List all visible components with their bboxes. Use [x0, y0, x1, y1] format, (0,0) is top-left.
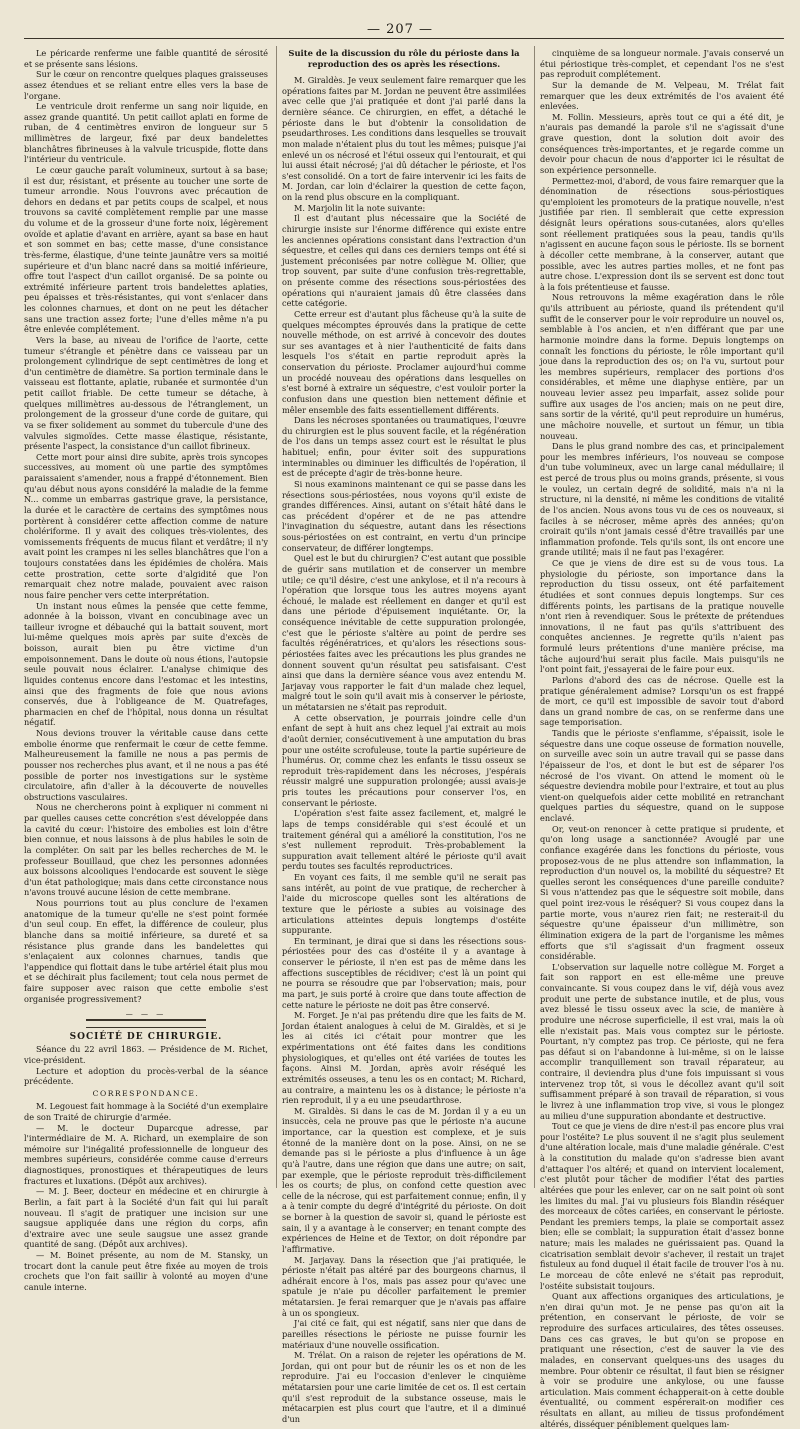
- paragraph: M. Follin. Messieurs, après tout ce qui a été dit, je n'aurais pas demandé la parole s'il ne s'agissait d'une grave question, dont la solution doit avoir des conséquences très-importantes, et je regarde comme un devoir pour chacun de nous d'apporter ici le résultat de son expérience personnelle.: [540, 111, 784, 175]
- section-title: SOCIÉTÉ DE CHIRURGIE.: [69, 1032, 223, 1043]
- paragraph: Nous devions trouver la véritable cause dans cette embolie énorme que renfermait le cœur de cette femme. Malheureusement la famille ne nous a pas permis de pousser nos recherches plus avant, et il ne nous a pas été possible de porter nos investigations sur le système circulatoire, afin d'aller à la découverte de nouvelles obstructions vasculaires.: [24, 728, 268, 802]
- paragraph: Or, veut-on renoncer à cette pratique si prudente, et qu'on long usage a sanctionnée? Avouglé par une confiance exagérée dans les fonctions du périoste, vous proposez-vous de ne plus attendre son inflammation, la reproduction d'un nouvel os, la mobilité du séquestre? Et quelles seront les conséquences d'une pareille conduite? Si vous n'attendez pas que le séquestre soit mobile, dans quel point irez-vous le réséquer? Si vous coupez dans la partie morte, vous n'aurez rien fait; ne resterait-il du séquestre qu'une épaisseur d'un millimètre, son élimination exigera de la part de l'organisme les mêmes efforts que s'il s'agissait d'un fragment osseux considérable.: [540, 823, 784, 962]
- paragraph: M. Marjolin lit la note suivante:: [294, 202, 426, 213]
- title-ornament: [86, 1019, 206, 1028]
- paragraph: Le péricarde renferme une faible quantité de sérosité et se présente sans lésions.: [24, 48, 268, 69]
- paragraph: Vers la base, au niveau de l'orifice de l'aorte, cette tumeur s'étrangle et pénètre dans ce vaisseau par un prolongement cylindrique de sept centimètres de long et d'un centimètre de diamètre. Sa portion terminale dans le vaisseau est flottante, aplatie, rubanée et surmontée d'un petit caillot friable. De cette tumeur se détache, à quelques millimètres au-dessous de l'étranglement, un prolongement de la grosseur d'une corde de guitare, qui va se fixer solidement au sommet du tubercule d'une des valvules sigmoïdes. Cette masse élastique, résistante, présente l'aspect, la consistance d'un caillot fibrineux.: [24, 334, 268, 452]
- lecture-line: Lecture et adoption du procès-verbal de la séance précédente.: [24, 1065, 268, 1087]
- paragraph: Cette mort pour ainsi dire subite, après trois syncopes successives, au moment où une partie des symptômes paraissaient s'amender, nous a frappé d'étonnement. Bien qu'au début nous ayons considéré la maladie de la femme N... comme un embarras gastrique grave, la persistance, la durée et le caractère de certains des symptômes nous portèrent à considérer cette affection comme de nature cholériforme. Il y avait des coliques très-violentes, des vomissements fréquents de mucus filant et verdâtre; il n'y avait point les crampes ni les selles blanchâtres que l'on a toujours constatées dans les épidémies de choléra. Mais cette prostration, cette sorte d'algidité que l'on remarquait chez notre malade, pouvaient avec raison nous faire pencher vers cette interprétation.: [24, 451, 268, 600]
- header-rule: [24, 38, 784, 39]
- section-separator: — — —: [125, 1010, 167, 1019]
- paragraph: Quant aux affections organiques des articulations, je n'en dirai qu'un mot. Je ne pense pas qu'on ait la prétention, en conservant le périoste, de voir se reproduire des surfaces articulaires, des têtes osseuses. Dans ces cas graves, le but qu'on se propose en pratiquant une résection, c'est de sauver la vie des malades, en conservant quelques-uns des usages du membre. Pour obtenir ce résultat, il faut bien se résigner à voir se produire une ankylose, ou une fausse articulation. Mais comment échapperait-on à cette double éventualité, ou comment espérerait-on modifier ces résultats en allant, au milieu de tissus profondément altérés, disséquer péniblement quelques lam-: [540, 1291, 784, 1429]
- paragraph: Nous pourrions tout au plus conclure de l'examen anatomique de la tumeur qu'elle ne s'est point formée d'un seul coup. En effet, la différence de couleur, plus blanche dans sa moitié inférieure, sa dureté et sa résistance plus grande dans les bandelettes qui s'enlaçaient aux colonnes charnues, tandis que l'appendice qui flottait dans le tube artériel était plus mou et se déchirait plus facilement; tout cela nous permet de faire supposer avec raison que cette embolie s'est organisée progressivement?: [24, 898, 268, 1004]
- paragraph: M. Forget. Je n'ai pas prétendu dire que les faits de M. Jordan étaient analogues à celui de M. Giraldès, et si je les ai cités ici c'était pour montrer que les expérimentations ont été faites dans les conditions physiologiques, et qu'elles ont été variées de toutes les façons. Ainsi M. Jordan, après avoir réséqué les extrémités osseuses, a tenu les os en contact; M. Richard, au contraire, a maintenu les os à distance; le périoste n'a rien reproduit, il y a eu une pseudarthrose.: [282, 1010, 526, 1106]
- paragraph: Un instant nous eûmes la pensée que cette femme, adonnée à la boisson, vivant en concubinage avec un tailleur ivrogne et débauché qui la battait souvent, mort lui-même quelques mois après par suite d'excès de boisson, aurait bien pu être victime d'un empoisonnement. Dans le doute où nous étions, l'autopsie seule pouvait nous éclairer. L'analyse chimique des liquides contenus encore dans l'estomac et les intestins, ainsi que des fragments de foie que nous avions conservés, due à l'obligeance de M. Quatrefages, pharmacien en chef de l'hôpital, nous donna un résultat négatif.: [24, 600, 268, 728]
- paragraph: Cette erreur est d'autant plus fâcheuse qu'à la suite de quelques mécomptes éprouvés dans la pratique de cette nouvelle méthode, on est arrivé à concevoir des doutes sur ses avantages et à nier l'authenticité de faits dans lesquels l'os s'était en partie reproduit après la conservation du périoste. Proclamer aujourd'hui comme un procédé nouveau des opérations dans lesquelles on s'est borné à extraire un séquestre, c'est vouloir porter la confusion dans une question bien nettement définie et mêler ensemble des faits essentiellement différents.: [282, 308, 526, 415]
- paragraph: Parlons d'abord des cas de nécrose. Quelle est la pratique généralement admise? Lorsqu'un os est frappé de mort, ce qu'il est impossible de savoir tout d'abord dans un grand nombre de cas, on se renferme dans une sage temporisation.: [540, 674, 784, 728]
- paragraph: Nous retrouvons la même exagération dans le rôle qu'ils attribuent au périoste, quand ils prétendent qu'il suffit de le conserver pour le voir reproduire un nouvel os, semblable à l'os ancien, et n'en différant que par une harmonie moindre dans la forme. Depuis longtemps on connaît les fonctions du périoste, le rôle important qu'il joue dans la reproduction des os; on l'a vu, surtout pour les membres supérieurs, remplacer des portions d'os considérables, et même une diaphyse entière, par un nouveau levier assez peu imparfait, assez solide pour suffire aux usages de l'os ancien; mais on ne peut dire, sans sortir de la vérité, qu'il peut reproduire un humérus, une mâchoire nouvelle, et surtout un fémur, un tibia nouveau.: [540, 292, 784, 441]
- paragraph: Le ventricule droit renferme un sang noir liquide, en assez grande quantité. Un petit caillot aplati en forme de ruban, de 4 centimètres environ de longueur sur 5 millimètres de largeur, fixé par deux bandelettes blanchâtres fibrineuses à la valvule tricuspide, flotte dans l'intérieur du ventricule.: [24, 101, 268, 165]
- paragraph: M. Jarjavay. Dans la résection que j'ai pratiquée, le périoste n'était pas altéré par des bourgeons charnus, il adhérait encore à l'os, mais pas assez pour qu'avec une spatule je n'aie pu décoller parfaitement le premier métatarsien. Je ferai remarquer que je n'avais pas affaire à un os spongieux.: [282, 1254, 526, 1318]
- paragraph: Tout ce que je viens de dire n'est-il pas encore plus vrai pour l'ostéite? Le plus souvent il ne s'agit plus seulement d'une altération locale, mais d'une maladie générale. C'est à la constitution du malade qu'on s'adresse bien avant d'attaquer l'os altéré; et quand on intervient localement, c'est plutôt pour tâcher de modifier l'état des parties altérées que pour les enlever, car on ne sait point où sont les limites du mal. J'ai vu plusieurs fois Blandin réséquer des morceaux de côtes cariées, en conservant le périoste. Pendant les premiers temps, la plaie se comportait assez bien; elle se comblait; la suppuration était d'assez bonne nature; mais les malades ne guérissaient pas. Quand la cicatrisation semblait devoir s'achever, il restait un trajet fistuleux au fond duquel il était facile de trouver l'os à nu. Le morceau de côte enlevé ne s'était pas reproduit, l'ostéite subsistait toujours.: [540, 1121, 784, 1291]
- paragraph: cinquième de sa longueur normale. J'avais conservé un étui périostique très-complet, et cependant l'os ne s'est pas reproduit complétement.: [540, 48, 784, 80]
- column-right: [540, 48, 784, 1429]
- paragraph: M. Giraldès. Je veux seulement faire remarquer que les opérations faites par M. Jordan ne peuvent être assimilées avec celle que j'ai pratiquée et dont j'ai parlé dans la dernière séance. Ce chirurgien, en effet, a détaché le périoste dans le but d'obtenir la consolidation de pseudarthroses. Les conditions dans lesquelles se trouvait mon malade n'étaient plus du tout les mêmes; puisque j'ai enlevé un os nécrosé et l'étui osseux qui l'entourait, et qui lui aussi était nécrosé; j'ai dû détacher le périoste, et l'os s'est consolidé. On a tort de faire intervenir ici les faits de M. Jordan, car loin d'éclairer la question de cette façon, on la rend plus obscure en la compliquant.: [282, 75, 526, 203]
- paragraph: M. Trélat. On a raison de rejeter les opérations de M. Jordan, qui ont pour but de réunir les os et non de les reproduire. J'ai eu l'occasion d'enlever le cinquième métatarsien pour une carie limitée de cet os. Il est certain qu'il s'est reproduit de la substance osseuse, mais le métacarpien est plus court que l'autre, et il a diminué d'un: [282, 1350, 526, 1424]
- paragraph: En terminant, je dirai que si dans les résections sous-périostées pour des cas d'ostéite il y a avantage à conserver le périoste, il n'en est pas de même dans les affections susceptibles de récidiver; c'est là un point qui ne pourra se résoudre que par l'observation; mais, pour ma part, je suis porté à croire que dans toute affection de cette nature le périoste ne doit pas être conservé.: [282, 935, 526, 1010]
- paragraph: Permettez-moi, d'abord, de vous faire remarquer que la dénomination de résections sous-périostiques qu'emploient les promoteurs de la pratique nouvelle, n'est justifiée par rien. Il semblerait que cette expression désignât leurs opérations sous-cutanées, alors qu'elles sont réellement pratiquées sous la peau, tandis qu'ils n'agissent en aucune façon sous le périoste. Ils se bornent à décoller cette membrane, à la conserver, autant que possible, avec les autres parties molles, et ne font pas autre chose. L'expression dont ils se servent est donc tout à la fois prétentieuse et fausse.: [540, 175, 784, 292]
- paragraph: Quel est le but du chirurgien? C'est autant que possible de guérir sans mutilation et de conserver un membre utile; ce qu'il désire, c'est une ankylose, et il n'a recours à l'opération que lorsque tous les autres moyens ayant échoué, le malade est réellement en danger et qu'il est dans une période d'épuisement inquiétante. Or, la conséquence inévitable de cette suppuration prolongée, c'est que le périoste s'altère au point de perdre ses facultés régénératrices, et qu'alors les résections sous-périostées faites avec les précautions les plus grandes ne donnent souvent qu'un résultat peu satisfaisant. C'est ainsi que dans la dernière séance vous avez entendu M. Jarjavay vous rapporter le fait d'un malade chez lequel, malgré tout le soin qu'il avait mis à conserver le périoste, un métatarsien ne s'était pas reproduit.: [282, 553, 526, 713]
- subsection-title: CORRESPONDANCE.: [92, 1088, 200, 1098]
- paragraph: Sur la demande de M. Velpeau, M. Trélat fait remarquer que les deux extrémités de l'os avaient été enlevées.: [540, 79, 784, 112]
- paragraph: Tandis que le périoste s'enflamme, s'épaissit, isole le séquestre dans une coque osseuse de formation nouvelle, on surveille avec soin un autre travail qui se passe dans l'épaisseur de l'os, et dont le but est de séparer l'os nécrosé de l'os vivant. On attend le moment où le séquestre deviendra mobile pour l'extraire, et tout au plus vient-on quelquefois aider cette mobilité en retranchant quelques parties du séquestre, quand on le suppose enclavé.: [540, 728, 784, 823]
- correspondence-item: M. Legouest fait hommage à la Société d'un exemplaire de son Traité de chirurgie d'armée.: [24, 1101, 268, 1122]
- page-number: — 207 —: [366, 22, 434, 37]
- discussion-heading: Suite de la discussion du rôle du périoste dans la reproduction des os après les résections.: [288, 48, 520, 69]
- column-left: [24, 48, 268, 1292]
- paragraph: Dans le plus grand nombre des cas, et principalement pour les membres inférieurs, l'os nouveau se compose d'un tube volumineux, avec un large canal médullaire; il est percé de trous plus ou moins grands, présente, si vous le voulez, un certain degré de solidité, mais n'a ni la structure, ni la densité, ni même les conditions de vitalité de l'os ancien. Nous avons tous vu de ces os nouveaux, si faciles à se nécroser, même après des années; qu'on croirait qu'ils n'ont jamais cessé d'être travaillés par une inflammation profonde. Tels qu'ils sont, ils ont encore une grande utilité; mais il ne faut pas l'exagérer.: [540, 441, 784, 558]
- paragraph: Dans les nécroses spontanées ou traumatiques, l'œuvre du chirurgien est le plus souvent facile, et la régénération de l'os dans un temps assez court est le résultat le plus habituel; enfin, pour éviter soit des suppurations interminables ou diminuer les difficultés de l'opération, il est de précepte d'agir de très-bonne heure.: [282, 415, 526, 479]
- paragraph: Ce que je viens de dire est su de vous tous. La physiologie du périoste, son importance dans la reproduction du tissu osseux, ont été parfaitement étudiées et sont connues depuis longtemps. Sur ces différents points, les partisans de la pratique nouvelle n'ont rien à revendiquer. Sous le prétexte de prétendues innovations, il ne faut pas qu'ils s'attribuent des conquêtes anciennes. Je regrette qu'ils n'aient pas formulé leurs prétentions d'une manière précise, ma tâche aujourd'hui serait plus facile. Mais puisqu'ils ne l'ont point fait, j'essayerai de le faire pour eux.: [540, 558, 784, 675]
- paragraph: Le cœur gauche paraît volumineux, surtout à sa base; il est dur, résistant, et présente au toucher une sorte de tumeur arrondie. Nous l'ouvrons avec précaution de dehors en dedans et par petits coups de scalpel, et nous trouvons sa cavité complètement remplie par une masse du volume et de la grosseur d'une forte noix, légèrement ovoïde et aplatie d'avant en arrière, ayant sa base en haut et son sommet en bas; cette masse, d'une consistance très-ferme, élastique, d'une teinte jaunâtre vers sa moitié supérieure et d'un blanc nacré dans sa moitié inférieure, offre tout l'aspect d'un caillot organisé. De sa pointe ou extrémité inférieure partent trois bandelettes aplaties, peu épaisses et très-résistantes, qui vont s'enlacer dans les colonnes charnues, et dont on ne peut les détacher sans une traction assez forte; l'une d'elles même n'a pu être enlevée complétement.: [24, 164, 268, 335]
- paragraph: En voyant ces faits, il me semble qu'il ne serait pas sans intérêt, au point de vue pratique, de rechercher à l'aide du microscope quelles sont les altérations de texture que le périoste a subies au voisinage des articulations atteintes depuis longtemps d'ostéite suppurante.: [282, 872, 526, 936]
- correspondence-item: — M. J. Beer, docteur en médecine et en chirurgie à Berlin, a fait part à la Société d'un fait qui lui paraît nouveau. Il s'agit de pratiquer une incision sur une saugsue appliquée dans une région du corps, afin d'extraire avec une seule saugsue une assez grande quantité de sang. (Dépôt aux archives).: [24, 1186, 268, 1250]
- paragraph: Nous ne chercherons point à expliquer ni comment ni par quelles causes cette concrétion s'est développée dans la cavité du cœur: l'histoire des embolies est loin d'être bien connue, et nous laissons à de plus habiles le soin de la compléter. On sait par les belles recherches de M. le professeur Bouillaud, que chez les personnes adonnées aux boissons alcooliques l'endocarde est souvent le siège d'un état pathologique; mais dans cette circonstance nous n'avons trouvé aucune lésion de cette membrane.: [24, 802, 268, 898]
- column-middle: [282, 48, 526, 1424]
- correspondence-item: — M. le docteur Duparcque adresse, par l'intermédiaire de M. A. Richard, un exemplaire de son mémoire sur l'inégalité professionnelle de longueur des membres supérieurs, considérée comme cause d'erreurs diagnostiques, pronostiques et thérapeutiques de leurs fractures et luxations. (Dépôt aux archives).: [24, 1122, 268, 1186]
- paragraph: L'opération s'est faite assez facilement, et, malgré le laps de temps considérable qui s'est écoulé et un traitement général qui a amélioré la constitution, l'os ne s'est nullement reproduit. Très-probablement la suppuration avait tellement altéré le périoste qu'il avait perdu toutes ses facultés reproductrices.: [282, 808, 526, 872]
- paragraph: Sur le cœur on rencontre quelques plaques graisseuses assez étendues et se reliant entre elles vers la base de l'organe.: [24, 69, 268, 101]
- paragraph: L'observation sur laquelle notre collègue M. Forget a fait son rapport en est elle-même une preuve convaincante. Si vous coupez dans le vif, déjà vous avez produit une perte de substance inutile, et de plus, vous avez blessé le tissu osseux avec la scie, de manière à produire une nécrose superficielle, il est vrai, mais la où elle n'existait pas. Mais vous comptez sur le périoste. Pourtant, n'y comptez pas trop. Ce périoste, qui ne fera pas défaut si on l'abandonne à lui-même, si on le laisse accomplir tranquillement son travail réparateur, au contraire, il deviendra plus d'une fois impuissant si vous intervenez trop tôt, si vous le décollez avant qu'il soit suffisamment préparé à son travail de réparation, si vous le livrez à une inflammation trop vive, si vous le plongez au milieu d'une suppuration abondante et destructive.: [540, 961, 784, 1121]
- column-divider: [534, 46, 535, 1188]
- paragraph: J'ai cité ce fait, qui est négatif, sans nier que dans de pareilles résections le périoste ne puisse fournir les matériaux d'une nouvelle ossification.: [282, 1318, 526, 1350]
- paragraph: A cette observation, je pourrais joindre celle d'un enfant de sept à huit ans chez lequel j'ai extrait au mois d'août dernier, consécutivement à une amputation du bras pour une ostéite scrofuleuse, toute la partie supérieure de l'humérus. Or, comme chez les enfants le tissu osseux se reproduit très-rapidement dans les nécroses, j'espérais réussir malgré une suppuration prolongée; aussi avais-je pris toutes les précautions pour conserver l'os, en conservant le périoste.: [282, 712, 526, 808]
- paragraph: M. Giraldès. Si dans le cas de M. Jordan il y a eu un insuccès, cela ne prouve pas que le périoste n'a aucune importance, car la question est complexe, et je suis étonné de la manière dont on la pose. Ainsi, on ne se demande pas si le périoste a plus d'influence à un âge qu'à l'autre, dans une région que dans une autre; on sait, par exemple, que le périoste reproduit très-difficilement les os courts; de plus, on confond cette question avec celle de la nécrose, qui est parfaitement connue; enfin, il y a à tenir compte du degré d'intégrité du périoste. On doit se borner à la question de savoir si, quand le périoste est sain, il y a avantage à le conserver; en tenant compte des expériences de Heine et de Textor, on doit répondre par l'affirmative.: [282, 1105, 526, 1254]
- paragraph: Si nous examinons maintenant ce qui se passe dans les résections sous-périostées, nous voyons qu'il existe de grandes différences. Ainsi, autant on s'était hâté dans le cas précédent d'opérer et de ne pas attendre l'invagination du séquestre, autant dans les résections sous-périostées on est contraint, en vertu d'un principe conservateur, de différer longtemps.: [282, 478, 526, 553]
- correspondence-item: — M. Boinet présente, au nom de M. Stansky, un trocart dont la canule peut être fixée au moyen de trois crochets que l'on fait saillir à volonté au moyen d'une canule interne.: [24, 1250, 268, 1292]
- paragraph: Il est d'autant plus nécessaire que la Société de chirurgie insiste sur l'énorme différence qui existe entre les anciennes opérations consistant dans l'extraction d'un séquestre, et celles qui dans ces derniers temps ont été si justement préconisées par notre collègue M. Ollier, que trop souvent, par suite d'une confusion très-regrettable, on présente comme des résections sous-périostées des opérations qui n'auraient jamais dû être classées dans cette catégorie.: [282, 213, 526, 309]
- session-line: Séance du 22 avril 1863. — Présidence de M. Richet, vice-président.: [24, 1044, 268, 1065]
- column-divider: [276, 46, 277, 1188]
